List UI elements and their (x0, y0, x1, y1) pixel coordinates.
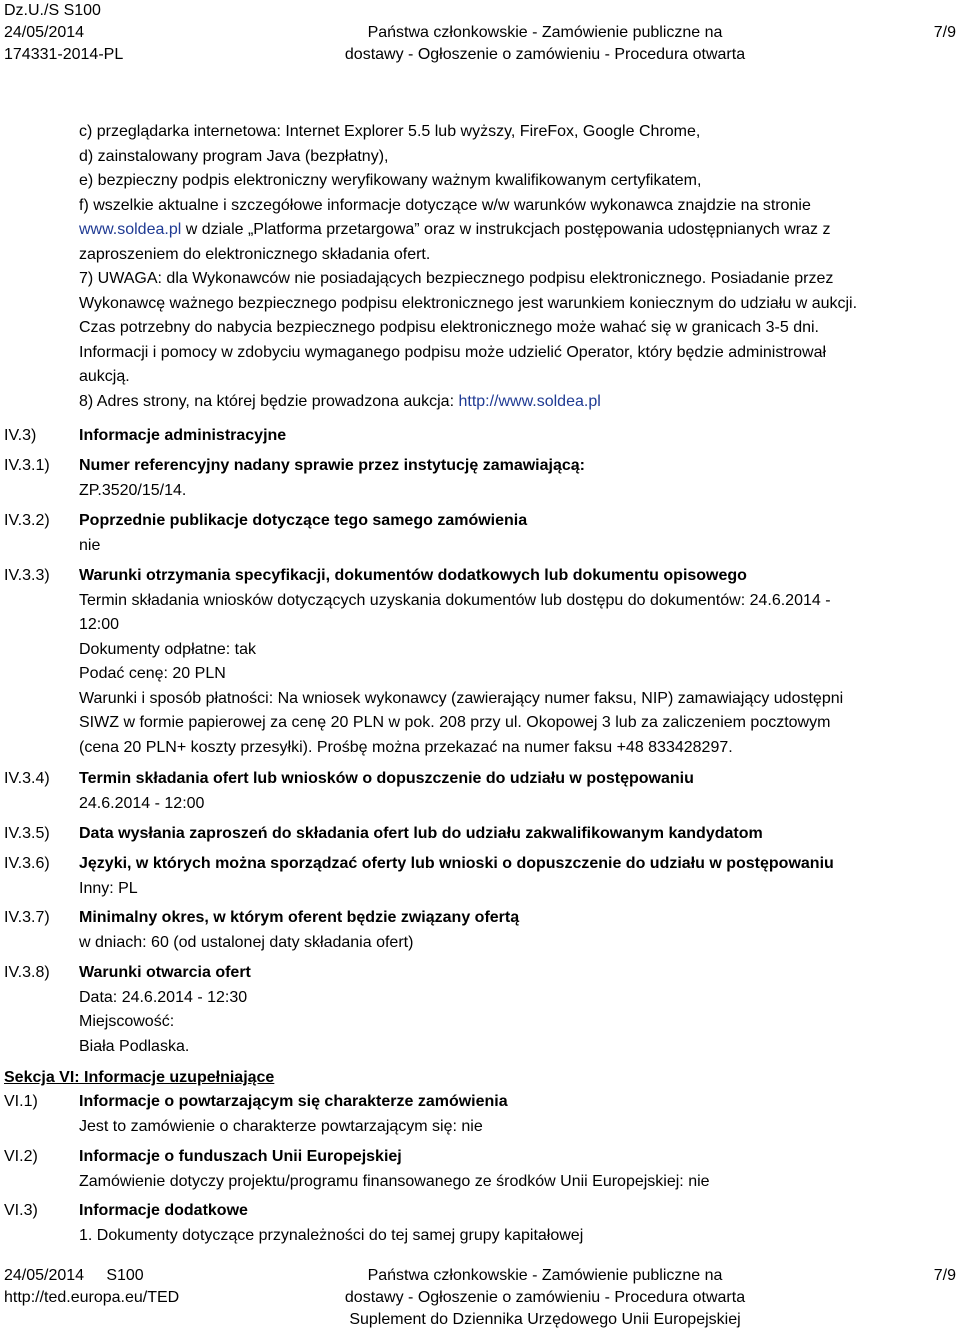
footer-left (4, 1265, 179, 1309)
section-value: 24.6.2014 - 12:00 (79, 794, 205, 812)
header-title-line2: dostawy - Ogłoszenie o zamówieniu - Procedura otwarta (344, 46, 746, 63)
text-line (79, 390, 939, 415)
section-number-vi3: VI.3) (4, 1202, 38, 1219)
section-iv37 (79, 906, 939, 955)
section-title: Numer referencyjny nadany sprawie przez instytucję zamawiającą: (79, 457, 585, 474)
section-value: w dniach: 60 (od ustalonej daty składania ofert) (79, 933, 414, 951)
text-line: f) wszelkie aktualne i szczegółowe informacje dotyczące w/w warunków wykonawca znajdzie na stronie (79, 196, 811, 214)
section-value: Jest to zamówienie o charakterze powtarzającym się: nie (79, 1117, 483, 1135)
section-value: ZP.3520/15/14. (79, 481, 187, 499)
footer-page: 7/9 (933, 1267, 956, 1284)
section-value: nie (79, 536, 101, 554)
section-vi3 (79, 1199, 939, 1248)
section-title: Poprzednie publikacje dotyczące tego samego zamówienia (79, 512, 528, 529)
section-number-iv38: IV.3.8) (4, 964, 50, 981)
text-line: d) zainstalowany program Java (bezpłatny), (79, 147, 389, 165)
text-line: Data: 24.6.2014 - 12:30 (79, 988, 248, 1006)
section-value: Inny: PL (79, 879, 138, 897)
text-fragment: 8) Adres strony, na której będzie prowadzona aukcja: (79, 392, 459, 410)
text-line: Podać cenę: 20 PLN (79, 665, 226, 682)
text-line: c) przeglądarka internetowa: Internet Explorer 5.5 lub wyższy, FireFox, Google Chrome, (79, 123, 701, 140)
text-line: Biała Podlaska. (79, 1037, 190, 1055)
section-title: Warunki otwarcia ofert (79, 964, 251, 981)
text-line: 7) UWAGA: dla Wykonawców nie posiadających bezpiecznego podpisu elektronicznego. Posiadanie przez (79, 270, 834, 287)
section-title: Termin składania ofert lub wniosków o dopuszczenie do udziału w postępowaniu (79, 770, 694, 787)
footer-title-line3: Suplement do Dziennika Urzędowego Unii Europejskiej (349, 1311, 741, 1328)
text-line: zaproszeniem do elektronicznego składania ofert. (79, 245, 431, 263)
text-line: aukcją. (79, 368, 130, 385)
doc-id: Dz.U./S S100 (4, 2, 101, 19)
auction-url-link[interactable]: http://www.soldea.pl (458, 392, 601, 410)
section-vi2 (79, 1145, 939, 1194)
section-number-iv34: IV.3.4) (4, 770, 50, 787)
section-iv38 (79, 961, 939, 1059)
section-vi1 (79, 1090, 939, 1139)
section-number-iv3: IV.3) (4, 427, 37, 444)
section-number-iv36: IV.3.6) (4, 855, 50, 872)
section-title: Informacje o funduszach Unii Europejskiej (79, 1148, 402, 1165)
text-line: Miejscowość: (79, 1013, 175, 1030)
footer-title-line1: Państwa członkowskie - Zamówienie publiczne na (367, 1267, 723, 1284)
section-number-vi2: VI.2) (4, 1148, 38, 1165)
section-title: Data wysłania zaproszeń do składania ofert lub do udziału zakwalifikowanym kandydatom (79, 825, 763, 842)
text-line: Wykonawcę ważnego bezpiecznego podpisu elektronicznego jest warunkiem koniecznym do udziału w aukcji. (79, 294, 858, 312)
header-page: 7/9 (933, 24, 956, 41)
section-title: Informacje o powtarzającym się charakterze zamówienia (79, 1093, 508, 1110)
footer-title (300, 1265, 790, 1331)
text-line (79, 218, 939, 243)
section-number-vi1: VI.1) (4, 1093, 38, 1110)
section-iv31 (79, 454, 939, 503)
section-vi-heading: Sekcja VI: Informacje uzupełniające (4, 1069, 275, 1086)
footer-date-series (4, 1265, 179, 1287)
text-line: (cena 20 PLN+ koszty przesyłki). Prośbę można przekazać na numer faksu +48 833428297. (79, 738, 733, 756)
header-left (4, 0, 123, 66)
header-ref: 174331-2014-PL (4, 46, 124, 63)
footer-url: http://ted.europa.eu/TED (4, 1289, 180, 1306)
text-fragment: w dziale „Platforma przetargowa” oraz w instrukcjach postępowania udostępnianych wraz z (181, 221, 831, 238)
section-number-iv31: IV.3.1) (4, 457, 50, 474)
text-line: Warunki i sposób płatności: Na wniosek wykonawcy (zawierający numer faksu, NIP) zamawiający udostępni (79, 689, 844, 707)
section-number-iv33: IV.3.3) (4, 567, 50, 584)
text-line: 12:00 (79, 616, 120, 633)
footer-title-line2: dostawy - Ogłoszenie o zamówieniu - Procedura otwarta (344, 1289, 746, 1306)
text-line: e) bezpieczny podpis elektroniczny weryfikowany ważnym kwalifikowanym certyfikatem, (79, 172, 702, 189)
section-number-iv35: IV.3.5) (4, 825, 50, 842)
section-value: Zamówienie dotyczy projektu/programu finansowanego ze środków Unii Europejskiej: nie (79, 1172, 710, 1190)
section-iv34 (79, 767, 939, 816)
section-iv33 (79, 564, 939, 760)
section-iv35 (79, 822, 939, 847)
text-line: SIWZ w formie papierowej za cenę 20 PLN w pok. 208 przy ul. Okopowej 3 lub za zaliczeniem pocztowym (79, 714, 831, 731)
section-title: Informacje dodatkowe (79, 1202, 248, 1219)
header-date: 24/05/2014 (4, 24, 85, 41)
text-line: Dokumenty odpłatne: tak (79, 640, 256, 658)
section-iv32 (79, 509, 939, 558)
section-title-iv3: Informacje administracyjne (79, 427, 287, 444)
section-iv36 (79, 852, 939, 901)
text-line: Informacji i pomocy w zdobyciu wymaganego podpisu może udzielić Operator, który będzie administrował (79, 343, 827, 361)
header-title-line1: Państwa członkowskie - Zamówienie publiczne na (367, 24, 723, 41)
body-continuation (79, 120, 939, 414)
footer-series: S100 (106, 1267, 144, 1284)
section-title: Języki, w których można sporządzać oferty lub wnioski o dopuszczenie do udziału w postępowaniu (79, 855, 834, 872)
section-number-iv37: IV.3.7) (4, 909, 50, 926)
footer-date: 24/05/2014 (4, 1267, 85, 1284)
section-title: Minimalny okres, w którym oferent będzie związany ofertą (79, 909, 520, 926)
section-title: Warunki otrzymania specyfikacji, dokumentów dodatkowych lub dokumentu opisowego (79, 567, 747, 584)
section-number-iv32: IV.3.2) (4, 512, 50, 529)
text-line: Termin składania wniosków dotyczących uzyskania dokumentów lub dostępu do dokumentów: 24.6.2014 - (79, 591, 831, 609)
section-value: 1. Dokumenty dotyczące przynależności do tej samej grupy kapitałowej (79, 1226, 584, 1244)
soldea-link[interactable]: www.soldea.pl (79, 221, 182, 238)
text-line: Czas potrzebny do nabycia bezpiecznego podpisu elektronicznego może wahać się w granicach 3-5 dni. (79, 319, 819, 336)
